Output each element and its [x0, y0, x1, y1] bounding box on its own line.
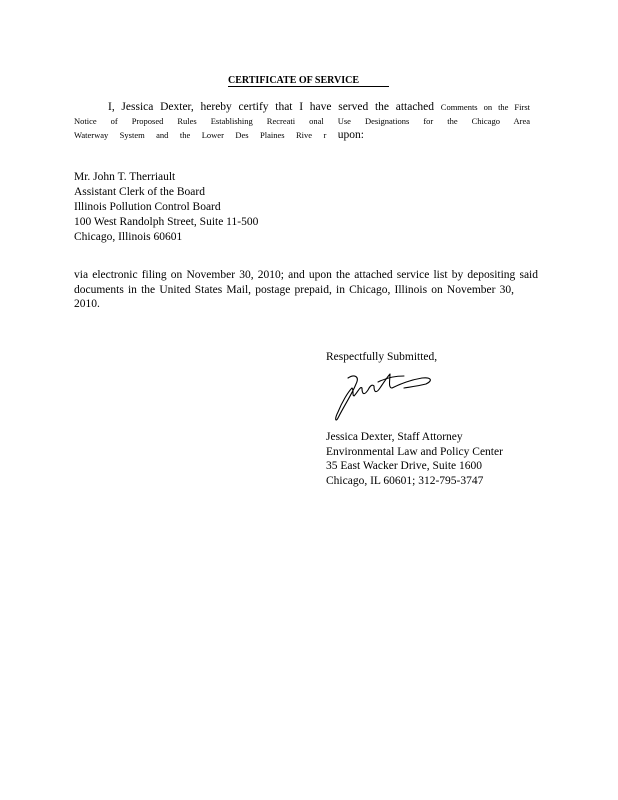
handwritten-signature — [330, 366, 440, 426]
intro-line-3-tail: upon: — [337, 129, 364, 141]
signer-street: 35 East Wacker Drive, Suite 1600 — [326, 460, 482, 472]
certification-paragraph — [74, 101, 530, 142]
served-document-title-part-1: Comments on the First — [440, 102, 531, 112]
served-document-title-part-2: Notice of Proposed Rules Establishing Recreati onal Use Designations for the Chicago Area — [74, 116, 530, 126]
recipient-name: Mr. John T. Therriault — [74, 171, 176, 183]
served-document-title-part-3: Waterway System and the Lower Des Plaines Rive r — [74, 130, 327, 140]
signer-contact: Chicago, IL 60601; 312-795-3747 — [326, 474, 484, 487]
signer-organization: Environmental Law and Policy Center — [326, 445, 503, 458]
intro-line-3 — [74, 128, 364, 142]
intro-line-1 — [74, 101, 530, 114]
service-line-1: via electronic filing on November 30, 2010; and upon the attached service list by depositing said — [74, 269, 538, 281]
service-line-2: documents in the United States Mail, postage prepaid, in Chicago, Illinois on November 30, — [74, 283, 514, 296]
recipient-address-block — [74, 170, 258, 245]
service-paragraph — [74, 268, 538, 312]
recipient-organization: Illinois Pollution Control Board — [74, 201, 221, 213]
recipient-city: Chicago, Illinois 60601 — [74, 231, 183, 243]
intro-line-1-main: I, Jessica Dexter, hereby certify that I have served the attached — [108, 101, 435, 113]
signer-name-title: Jessica Dexter, Staff Attorney — [326, 431, 463, 443]
closing-salutation: Respectfully Submitted, — [326, 351, 438, 363]
signer-block — [326, 430, 503, 488]
recipient-title: Assistant Clerk of the Board — [74, 186, 205, 198]
service-line-3: 2010. — [74, 298, 100, 310]
document-title: CERTIFICATE OF SERVICE — [228, 75, 389, 87]
recipient-street: 100 West Randolph Street, Suite 11-500 — [74, 216, 259, 228]
